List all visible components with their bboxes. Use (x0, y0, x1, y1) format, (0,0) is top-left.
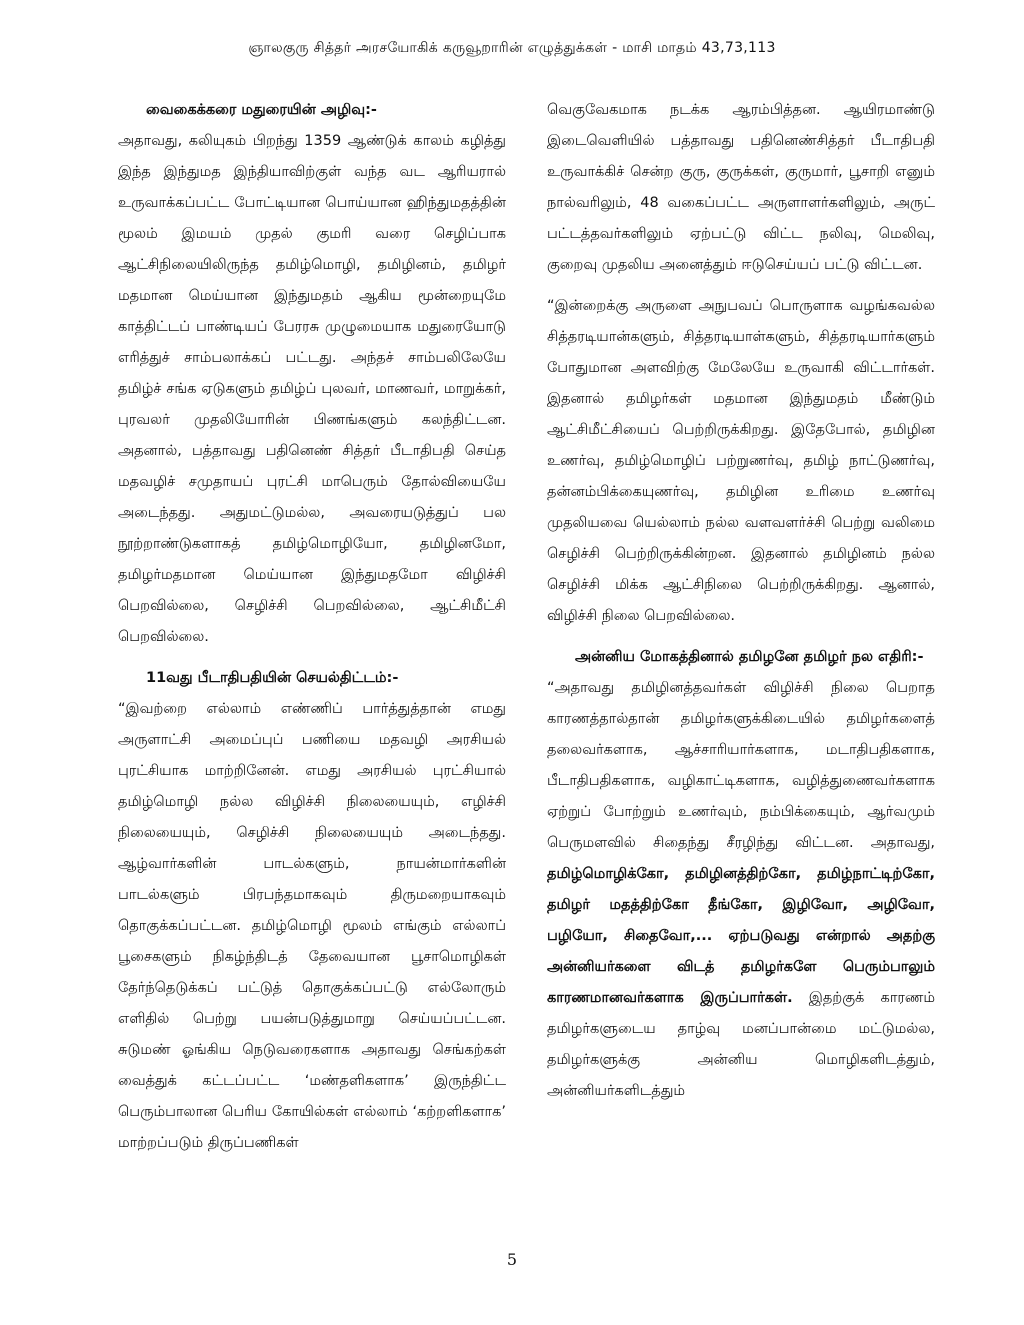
left-column (118, 95, 506, 1159)
paragraph-foreign-attraction (547, 673, 935, 1107)
section-heading-madurai: வைகைக்கரை மதுரையின் அழிவு:- (146, 102, 377, 118)
paragraph-text-plain: “அதாவது தமிழினத்தவர்கள் விழிச்சி நிலை பெறாத காரணத்தால்தான் தமிழர்களுக்கிடையில் தமிழர்களைத் தலைவர்களாக, ஆச்சாரியார்களாக, மடாதிபதிகளாக, பீடாதிபதிகளாக, வழிகாட்டிகளாக, வழித்துணைவர்களாக ஏற்றுப் போற்றும் உணர்வும், நம்பிக்கையும், ஆர்வமும் பெருமளவில் சிதைந்து சீரழிந்து விட்டன. அதாவது, (547, 680, 935, 851)
section-heading-foreign-attraction: அன்னிய மோகத்தினால் தமிழனே தமிழர் நல எதிரி:- (575, 649, 924, 665)
page-number: 5 (506, 1250, 518, 1269)
paragraph-madurai-destruction: அதாவது, கலியுகம் பிறந்து 1359 ஆண்டுக் காலம் கழித்து இந்த இந்துமத இந்தியாவிற்குள் வந்த வட ஆரியரால் உருவாக்கப்பட்ட போட்டியான பொய்யான ஹிந்துமதத்தின் மூலம் இமயம் முதல் குமரி வரை செழிப்பாக ஆட்சிநிலையிலிருந்த தமிழ்மொழி, தமிழினம், தமிழர் மதமான மெய்யான இந்துமதம் ஆகிய மூன்றையுமே காத்திட்டப் பாண்டியப் பேரரசு முழுமையாக மதுரையோடு எரித்துச் சாம்பலாக்கப் பட்டது. அந்தச் சாம்பலிலேயே தமிழ்ச் சங்க ஏடுகளும் தமிழ்ப் புலவர், மாணவர், மாறுக்கர், புரவலர் முதலியோரின் பிணங்களும் கலந்திட்டன. அதனால், பத்தாவது பதினெண் சித்தர் பீடாதிபதி செய்த மதவழிச் சமுதாயப் புரட்சி மாபெரும் தோல்வியையே அடைந்தது. அதுமட்டுமல்ல, அவரையடுத்துப் பல நூற்றாண்டுகளாகத் தமிழ்மொழியோ, தமிழினமோ, தமிழர்மதமான மெய்யான இந்துமதமோ விழிச்சி பெறவில்லை, செழிச்சி பெறவில்லை, ஆட்சிமீட்சி பெறவில்லை. (118, 133, 506, 645)
section-heading-eleventh-pontiff: 11வது பீடாதிபதியின் செயல்திட்டம்:- (146, 670, 399, 686)
paragraph-arul-experience: “இன்றைக்கு அருளை அநுபவப் பொருளாக வழங்கவல்ல சித்தரடியான்களும், சித்தரடியாள்களும், சித்தரடியார்களும் போதுமான அளவிற்கு மேலேயே உருவாகி விட்டார்கள். இதனால் தமிழர்கள் மதமான இந்துமதம் மீண்டும் ஆட்சிமீட்சியைப் பெற்றிருக்கிறது. இதேபோல், தமிழின உணர்வு, தமிழ்மொழிப் பற்றுணர்வு, தமிழ் நாட்டுணர்வு, தன்னம்பிக்கையுணர்வு, தமிழின உரிமை உணர்வு முதலியவை யெல்லாம் நல்ல வளவளர்ச்சி பெற்று வலிமை செழிச்சி பெற்றிருக்கின்றன. இதனால் தமிழினம் நல்ல செழிச்சி மிக்க ஆட்சிநிலை பெற்றிருக்கிறது. ஆனால், விழிச்சி நிலை பெறவில்லை. (547, 298, 935, 624)
paragraph-text-bold: தமிழ்மொழிக்கோ, தமிழினத்திற்கோ, தமிழ்நாட்டிற்கோ, தமிழர் மதத்திற்கோ தீங்கோ, இழிவோ, அழிவோ, பழியோ, சிதைவோ,... ஏற்படுவது என்றால் அதற்கு அன்னியர்களை விடத் தமிழர்களே பெரும்பாலும் காரணமானவர்களாக இருப்பார்கள். (547, 866, 935, 1006)
running-header: ஞாலகுரு சித்தர் அரசயோகிக் கருவூறாரின் எழுத்துக்கள் - மாசி மாதம் 43,73,113 (248, 40, 776, 56)
paragraph-eleventh-pontiff: “இவற்றை எல்லாம் எண்ணிப் பார்த்துத்தான் எமது அருளாட்சி அமைப்புப் பணியை மதவழி அரசியல் புரட்சியாக மாற்றினேன். எமது அரசியல் புரட்சியால் தமிழ்மொழி நல்ல விழிச்சி நிலையையும், எழிச்சி நிலையையும், செழிச்சி நிலையையும் அடைந்தது. ஆழ்வார்களின் பாடல்களும், நாயன்மார்களின் பாடல்களும் பிரபந்தமாகவும் திருமறையாகவும் தொகுக்கப்பட்டன. தமிழ்மொழி மூலம் எங்கும் எல்லாப் பூசைகளும் நிகழ்ந்திடத் தேவையான பூசாமொழிகள் தேர்ந்தெடுக்கப் பட்டுத் தொகுக்கப்பட்டு எல்லோரும் எளிதில் பெற்று பயன்படுத்துமாறு செய்யப்பட்டன. சுடுமண் ஓங்கிய நெடுவரைகளாக அதாவது செங்கற்கள் வைத்துக் கட்டப்பட்ட ‘மண்தளிகளாக’ இருந்திட்ட பெரும்பாலான பெரிய கோயில்கள் எல்லாம் ‘கற்றளிகளாக’ மாற்றப்படும் திருப்பணிகள் (118, 701, 506, 1151)
paragraph-continuation: வெகுவேகமாக நடக்க ஆரம்பித்தன. ஆயிரமாண்டு இடைவெளியில் பத்தாவது பதினெண்சித்தர் பீடாதிபதி உருவாக்கிச் சென்ற குரு, குருக்கள், குருமார், பூசாறி எனும் நால்வரிலும், 48 வகைப்பட்ட அருளாளர்களிலும், அருட் பட்டத்தவர்களிலும் ஏற்பட்டு விட்ட நலிவு, மெலிவு, குறைவு முதலிய அனைத்தும் ஈடுசெய்யப் பட்டு விட்டன. (547, 102, 935, 273)
right-column (547, 95, 935, 1107)
paragraph-text-end: இதற்குக் காரணம் தமிழர்களுடைய தாழ்வு மனப்பான்மை மட்டுமல்ல, தமிழர்களுக்கு அன்னிய மொழிகளிடத்தும், அன்னியர்களிடத்தும் (547, 990, 935, 1099)
